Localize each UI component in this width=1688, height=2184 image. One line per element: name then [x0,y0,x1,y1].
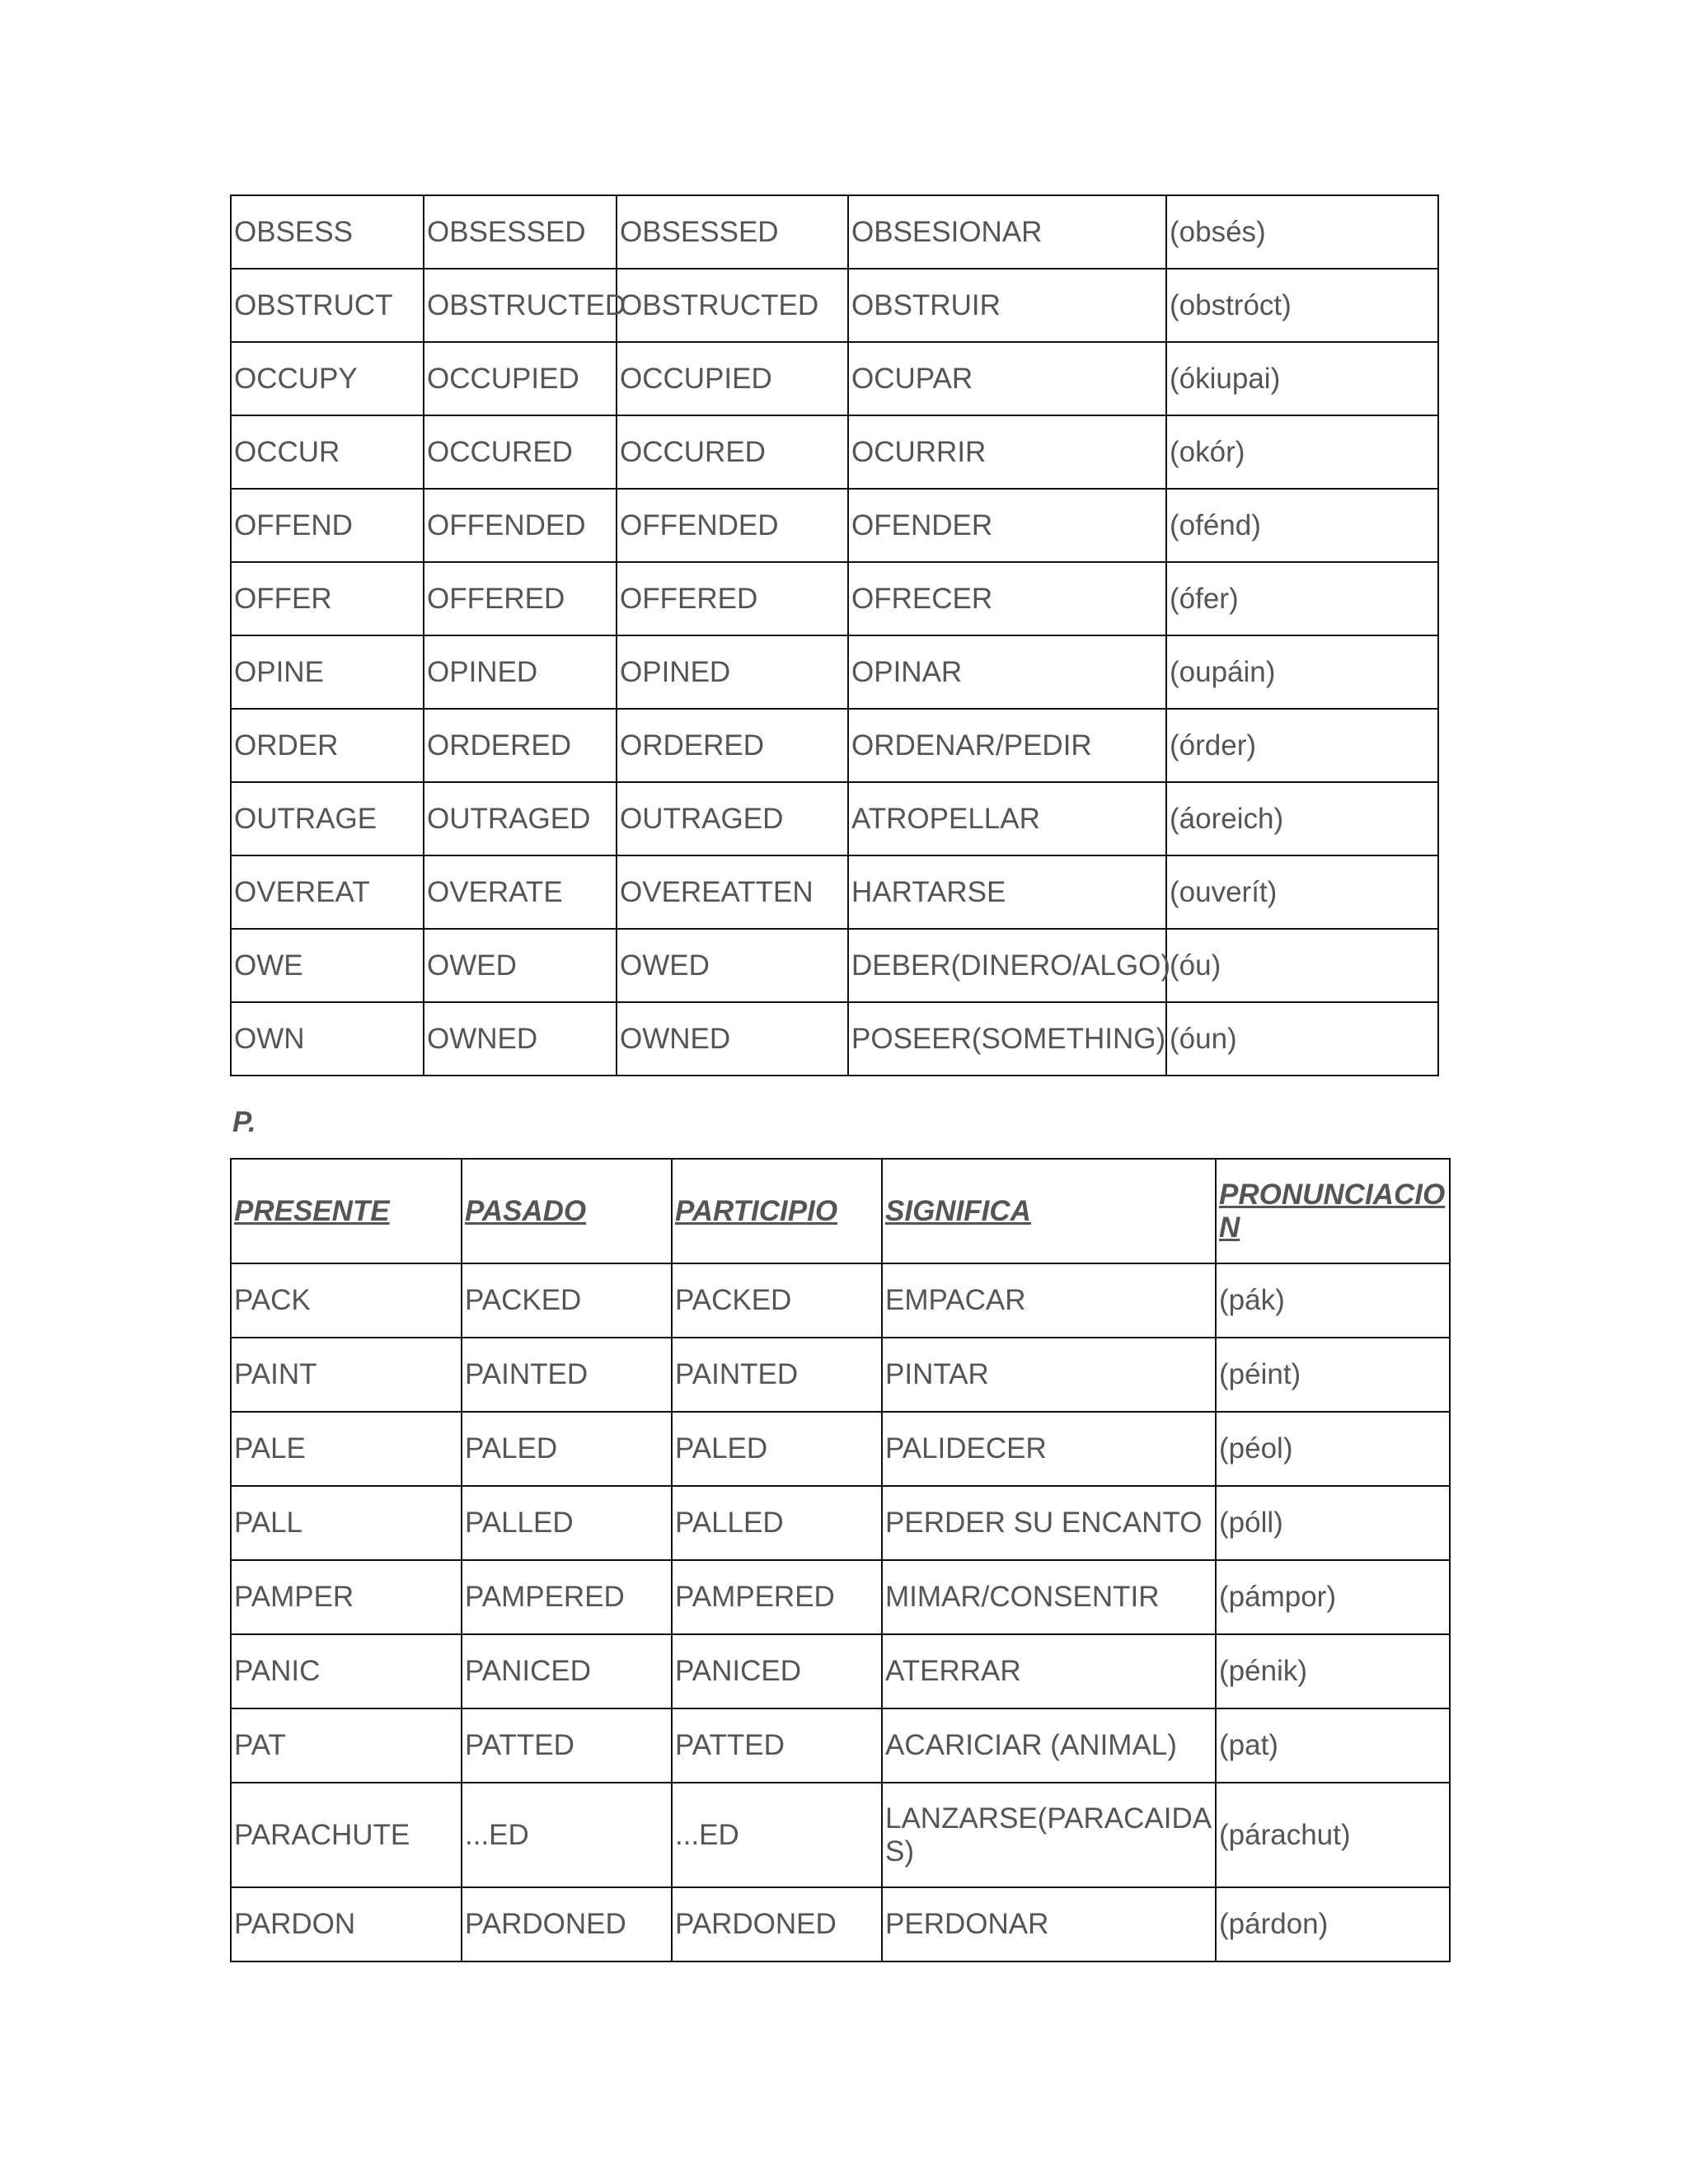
table-row [231,1634,1450,1708]
cell-past: OFFERED [424,562,617,635]
cell-past: OBSESSED [424,195,617,269]
cell-present: PAINT [231,1338,462,1412]
cell-meaning: PINTAR [882,1338,1216,1412]
cell-participle: PANICED [672,1634,882,1708]
cell-pronunciation: (péol) [1216,1412,1450,1486]
section-letter-heading: P. [232,1106,256,1138]
table-row [231,342,1438,415]
cell-present: PALL [231,1486,462,1560]
cell-pronunciation: (okór) [1166,415,1438,489]
table-row [231,1887,1450,1961]
table-row [231,1708,1450,1783]
cell-past: PAMPERED [462,1560,672,1634]
cell-pronunciation: (pénik) [1216,1634,1450,1708]
cell-past: PALLED [462,1486,672,1560]
cell-participle: ...ED [672,1783,882,1887]
cell-past: PATTED [462,1708,672,1783]
header-participle [672,1159,882,1263]
cell-pronunciation: (ofénd) [1166,489,1438,562]
cell-present: OUTRAGE [231,782,424,855]
cell-meaning: OCUPAR [848,342,1166,415]
cell-participle: PALLED [672,1486,882,1560]
cell-present: PAT [231,1708,462,1783]
cell-pronunciation: (oupáin) [1166,635,1438,709]
cell-present: PAMPER [231,1560,462,1634]
cell-meaning: ATERRAR [882,1634,1216,1708]
header-label: PRESENTE [234,1194,390,1227]
cell-present: OWE [231,929,424,1002]
header-label: PRONUNCIACION [1219,1178,1446,1244]
cell-pronunciation: (obstróct) [1166,269,1438,342]
cell-past: OFFENDED [424,489,617,562]
cell-meaning: EMPACAR [882,1263,1216,1338]
cell-pronunciation: (óu) [1166,929,1438,1002]
cell-meaning: PALIDECER [882,1412,1216,1486]
cell-pronunciation: (párachut) [1216,1783,1450,1887]
cell-pronunciation: (áoreich) [1166,782,1438,855]
cell-meaning: ACARICIAR (ANIMAL) [882,1708,1216,1783]
cell-participle: PACKED [672,1263,882,1338]
cell-past: OVERATE [424,855,617,929]
cell-present: OCCUPY [231,342,424,415]
cell-participle: OCCUPIED [617,342,848,415]
cell-meaning: PERDONAR [882,1887,1216,1961]
cell-present: PALE [231,1412,462,1486]
cell-meaning: ATROPELLAR [848,782,1166,855]
table-row [231,709,1438,782]
cell-participle: OWED [617,929,848,1002]
header-present [231,1159,462,1263]
table-row [231,489,1438,562]
cell-participle: OBSESSED [617,195,848,269]
table-row [231,1486,1450,1560]
table-row [231,1002,1438,1076]
cell-meaning: OBSESIONAR [848,195,1166,269]
table-row [231,855,1438,929]
verb-table-p [230,1158,1451,1962]
table-row [231,269,1438,342]
cell-pronunciation: (obsés) [1166,195,1438,269]
header-label: SIGNIFICA [885,1194,1031,1227]
cell-present: PARDON [231,1887,462,1961]
cell-past: OPINED [424,635,617,709]
cell-meaning: OFENDER [848,489,1166,562]
cell-present: OBSTRUCT [231,269,424,342]
cell-pronunciation: (péint) [1216,1338,1450,1412]
cell-present: OFFER [231,562,424,635]
cell-present: PANIC [231,1634,462,1708]
cell-past: PARDONED [462,1887,672,1961]
table-row [231,929,1438,1002]
cell-participle: OFFERED [617,562,848,635]
cell-meaning: HARTARSE [848,855,1166,929]
cell-present: OCCUR [231,415,424,489]
cell-participle: PATTED [672,1708,882,1783]
cell-pronunciation: (órder) [1166,709,1438,782]
cell-past: ...ED [462,1783,672,1887]
table-row [231,195,1438,269]
cell-pronunciation: (párdon) [1216,1887,1450,1961]
cell-participle: PALED [672,1412,882,1486]
cell-participle: PAINTED [672,1338,882,1412]
cell-meaning: ORDENAR/PEDIR [848,709,1166,782]
cell-present: PACK [231,1263,462,1338]
cell-meaning: OFRECER [848,562,1166,635]
cell-past: OWNED [424,1002,617,1076]
cell-pronunciation: (ókiupai) [1166,342,1438,415]
cell-participle: OFFENDED [617,489,848,562]
verb-table-o [230,194,1439,1076]
table-row [231,635,1438,709]
table-row [231,782,1438,855]
cell-participle: OPINED [617,635,848,709]
table-row [231,1783,1450,1887]
cell-participle: PAMPERED [672,1560,882,1634]
cell-pronunciation: (póll) [1216,1486,1450,1560]
cell-participle: PARDONED [672,1887,882,1961]
cell-pronunciation: (ófer) [1166,562,1438,635]
table-row [231,415,1438,489]
cell-past: ORDERED [424,709,617,782]
table-row [231,562,1438,635]
cell-meaning: OCURRIR [848,415,1166,489]
cell-meaning: OBSTRUIR [848,269,1166,342]
cell-meaning: POSEER(SOMETHING) [848,1002,1166,1076]
cell-meaning: PERDER SU ENCANTO [882,1486,1216,1560]
table-row [231,1338,1450,1412]
cell-meaning: DEBER(DINERO/ALGO) [848,929,1166,1002]
cell-past: OCCUPIED [424,342,617,415]
cell-pronunciation: (pat) [1216,1708,1450,1783]
cell-present: ORDER [231,709,424,782]
cell-participle: OVEREATTEN [617,855,848,929]
cell-meaning: LANZARSE(PARACAIDAS) [882,1783,1216,1887]
cell-past: OCCURED [424,415,617,489]
cell-present: PARACHUTE [231,1783,462,1887]
cell-pronunciation: (ouverít) [1166,855,1438,929]
cell-pronunciation: (óun) [1166,1002,1438,1076]
cell-past: OBSTRUCTED [424,269,617,342]
cell-past: PACKED [462,1263,672,1338]
header-label: PARTICIPIO [675,1194,838,1227]
table-row [231,1263,1450,1338]
cell-participle: OUTRAGED [617,782,848,855]
cell-meaning: MIMAR/CONSENTIR [882,1560,1216,1634]
cell-past: PANICED [462,1634,672,1708]
cell-present: OWN [231,1002,424,1076]
cell-pronunciation: (pák) [1216,1263,1450,1338]
cell-present: OPINE [231,635,424,709]
table-row [231,1560,1450,1634]
cell-present: OFFEND [231,489,424,562]
cell-meaning: OPINAR [848,635,1166,709]
header-pronunciation [1216,1159,1450,1263]
cell-participle: OBSTRUCTED [617,269,848,342]
cell-participle: OCCURED [617,415,848,489]
cell-participle: OWNED [617,1002,848,1076]
cell-past: OUTRAGED [424,782,617,855]
cell-participle: ORDERED [617,709,848,782]
cell-past: PAINTED [462,1338,672,1412]
cell-present: OVEREAT [231,855,424,929]
cell-present: OBSESS [231,195,424,269]
table-row [231,1412,1450,1486]
table-header-row [231,1159,1450,1263]
cell-past: OWED [424,929,617,1002]
header-label: PASADO [465,1194,587,1227]
cell-past: PALED [462,1412,672,1486]
cell-pronunciation: (pámpor) [1216,1560,1450,1634]
header-past [462,1159,672,1263]
header-meaning [882,1159,1216,1263]
